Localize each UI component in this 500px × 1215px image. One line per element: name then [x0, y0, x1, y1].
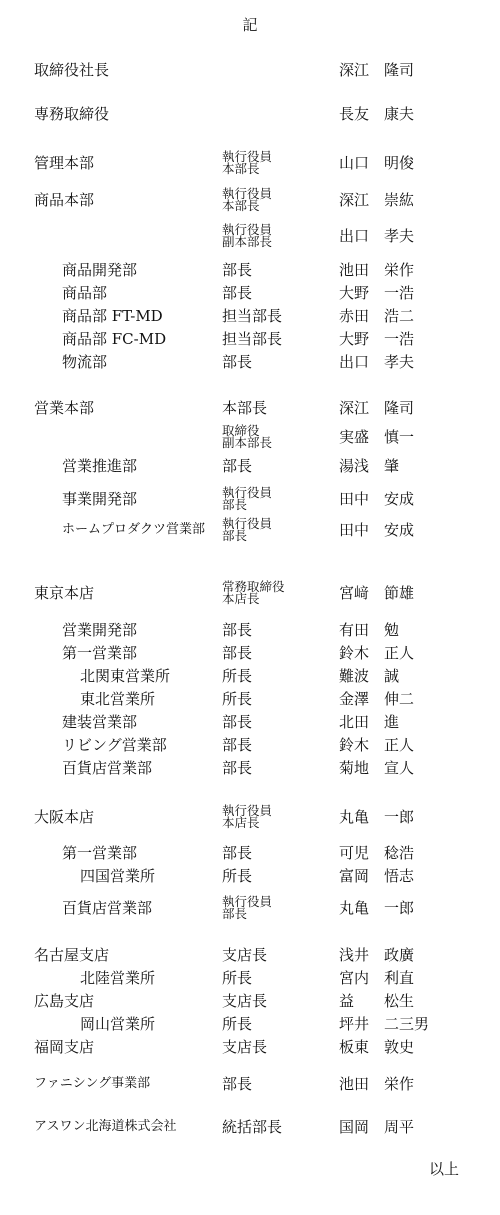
position-title-line: 部長	[222, 621, 253, 639]
department-name: 百貨店営業部	[62, 759, 153, 777]
person-name: 田中 安成	[339, 521, 415, 539]
person-name: 出口 孝夫	[339, 353, 415, 371]
position-title-line: 支店長	[222, 946, 268, 964]
position-title-line: 執行役員	[222, 485, 273, 500]
person-name: 金澤 伸二	[339, 690, 415, 708]
person-name: 鈴木 正人	[339, 736, 415, 754]
position-title	[222, 575, 285, 611]
department-name: 第一営業部	[62, 644, 138, 662]
position-title	[222, 344, 252, 380]
position-title-line: 執行役員	[222, 803, 273, 818]
person-name: 鈴木 正人	[339, 644, 415, 662]
roster-row	[0, 96, 500, 132]
department-name: 福岡支店	[34, 1038, 95, 1056]
position-title-line: 部長	[222, 457, 253, 475]
person-name: 深江 隆司	[339, 399, 415, 417]
position-title-line: 部長	[222, 906, 248, 921]
department-name: 商品部 FT-MD	[62, 307, 163, 325]
position-title	[222, 890, 272, 926]
person-name: 北田 進	[339, 713, 400, 731]
position-title	[222, 1029, 267, 1065]
position-title-line: 執行役員	[222, 186, 273, 201]
position-title-line: 部長	[222, 759, 253, 777]
person-name: 大野 一浩	[339, 330, 415, 348]
position-title-line: 所長	[222, 867, 253, 885]
department-name: 営業開発部	[62, 621, 138, 639]
position-title-line: 支店長	[222, 992, 268, 1010]
position-title-line: 部長	[222, 497, 248, 512]
position-title-line: 副本部長	[222, 435, 273, 450]
position-title-line: 所長	[222, 1015, 253, 1033]
department-name: 商品部 FC-MD	[62, 330, 167, 348]
roster-row	[0, 145, 500, 181]
person-name: 丸亀 一郎	[339, 808, 415, 826]
position-title-line: 常務取締役	[222, 579, 285, 594]
position-title-line: 部長	[222, 353, 253, 371]
position-title-line: 取締役	[222, 423, 260, 438]
position-title	[222, 512, 272, 548]
roster-row	[0, 512, 500, 548]
person-name: 湯浅 肇	[339, 457, 400, 475]
department-name: 物流部	[62, 353, 108, 371]
department-name: 岡山営業所	[80, 1015, 156, 1033]
roster-row	[0, 575, 500, 611]
position-title-line: 執行役員	[222, 516, 273, 531]
department-name: 商品部	[62, 284, 108, 302]
department-name: 営業本部	[34, 399, 95, 417]
roster-row	[0, 1109, 500, 1145]
person-name: 池田 栄作	[339, 1075, 415, 1093]
roster-row	[0, 858, 500, 894]
department-name: 北陸営業所	[80, 969, 156, 987]
position-title-line: 部長	[222, 713, 253, 731]
roster-row	[0, 1066, 500, 1102]
position-title-line: 所長	[222, 667, 253, 685]
person-name: 菊地 宣人	[339, 759, 415, 777]
department-name: 百貨店営業部	[62, 899, 153, 917]
person-name: 宮﨑 節雄	[339, 584, 415, 602]
position-title-line: 部長	[222, 736, 253, 754]
roster-row	[0, 218, 500, 254]
person-name: 実盛 慎一	[339, 428, 415, 446]
person-name: 坪井 二三男	[339, 1015, 430, 1033]
position-title	[222, 145, 272, 181]
person-name: 深江 隆司	[339, 61, 415, 79]
position-title	[222, 1066, 252, 1102]
roster-row	[0, 1029, 500, 1065]
position-title	[222, 1109, 282, 1145]
position-title-line: 部長	[222, 261, 253, 279]
person-name: 丸亀 一郎	[339, 899, 415, 917]
department-name: 北関東営業所	[80, 667, 171, 685]
department-name: ファニシング事業部	[34, 1076, 151, 1091]
position-title-line: 執行役員	[222, 149, 273, 164]
position-title-line: 部長	[222, 1075, 253, 1093]
person-name: 富岡 悟志	[339, 867, 415, 885]
position-title-line: 本店長	[222, 591, 260, 606]
person-name: 深江 崇紘	[339, 191, 415, 209]
department-name: 取締役社長	[34, 61, 110, 79]
person-name: 出口 孝夫	[339, 227, 415, 245]
position-title	[222, 799, 272, 835]
department-name: 建装営業部	[62, 713, 138, 731]
person-name: 山口 明俊	[339, 154, 415, 172]
position-title-line: 所長	[222, 969, 253, 987]
position-title	[222, 182, 272, 218]
position-title-line: 部長	[222, 284, 253, 302]
position-title-line: 部長	[222, 528, 248, 543]
roster-row	[0, 182, 500, 218]
position-title-line: 本部長	[222, 399, 268, 417]
person-name: 長友 康夫	[339, 105, 415, 123]
position-title	[222, 218, 272, 254]
position-title-line: 部長	[222, 844, 253, 862]
roster-row	[0, 799, 500, 835]
closing-mark: 以上	[428, 1160, 459, 1178]
position-title-line: 副本部長	[222, 234, 273, 249]
position-title-line: 本部長	[222, 198, 260, 213]
department-name: 管理本部	[34, 154, 95, 172]
position-title	[222, 750, 252, 786]
department-name: 専務取締役	[34, 105, 110, 123]
person-name: 有田 勉	[339, 621, 400, 639]
person-name: 益 松生	[339, 992, 415, 1010]
department-name: 商品開発部	[62, 261, 138, 279]
department-name: リビング営業部	[62, 736, 167, 754]
person-name: 難波 誠	[339, 667, 400, 685]
roster-row	[0, 448, 500, 484]
person-name: 赤田 浩二	[339, 307, 415, 325]
department-name: 事業開発部	[62, 490, 138, 508]
department-name: 四国営業所	[80, 867, 156, 885]
position-title	[222, 448, 252, 484]
position-title-line: 支店長	[222, 1038, 268, 1056]
department-name: 大阪本店	[34, 808, 95, 826]
department-name: 名古屋支店	[34, 946, 110, 964]
position-title-line: 担当部長	[222, 330, 283, 348]
roster-row	[0, 890, 500, 926]
position-title-line: 部長	[222, 644, 253, 662]
person-name: 大野 一浩	[339, 284, 415, 302]
position-title-line: 執行役員	[222, 894, 273, 909]
roster-row	[0, 750, 500, 786]
department-name: 第一営業部	[62, 844, 138, 862]
department-name: アスワン北海道株式会社	[34, 1119, 177, 1134]
roster-row	[0, 52, 500, 88]
position-title	[222, 858, 252, 894]
department-name: 広島支店	[34, 992, 95, 1010]
position-title-line: 本部長	[222, 161, 260, 176]
person-name: 宮内 利直	[339, 969, 415, 987]
person-name: 板東 敦史	[339, 1038, 415, 1056]
position-title-line: 所長	[222, 690, 253, 708]
person-name: 国岡 周平	[339, 1118, 415, 1136]
document-heading: 記	[242, 16, 258, 34]
position-title-line: 執行役員	[222, 222, 273, 237]
person-name: 田中 安成	[339, 490, 415, 508]
position-title-line: 担当部長	[222, 307, 283, 325]
department-name: 東京本店	[34, 584, 95, 602]
department-name: 商品本部	[34, 191, 95, 209]
position-title-line: 統括部長	[222, 1118, 283, 1136]
department-name: 営業推進部	[62, 457, 138, 475]
person-name: 浅井 政廣	[339, 946, 415, 964]
person-name: 池田 栄作	[339, 261, 415, 279]
position-title-line: 本店長	[222, 815, 260, 830]
person-name: 可児 稔浩	[339, 844, 415, 862]
department-name: ホームプロダクツ営業部	[62, 522, 206, 537]
department-name: 東北営業所	[80, 690, 156, 708]
roster-row	[0, 344, 500, 380]
